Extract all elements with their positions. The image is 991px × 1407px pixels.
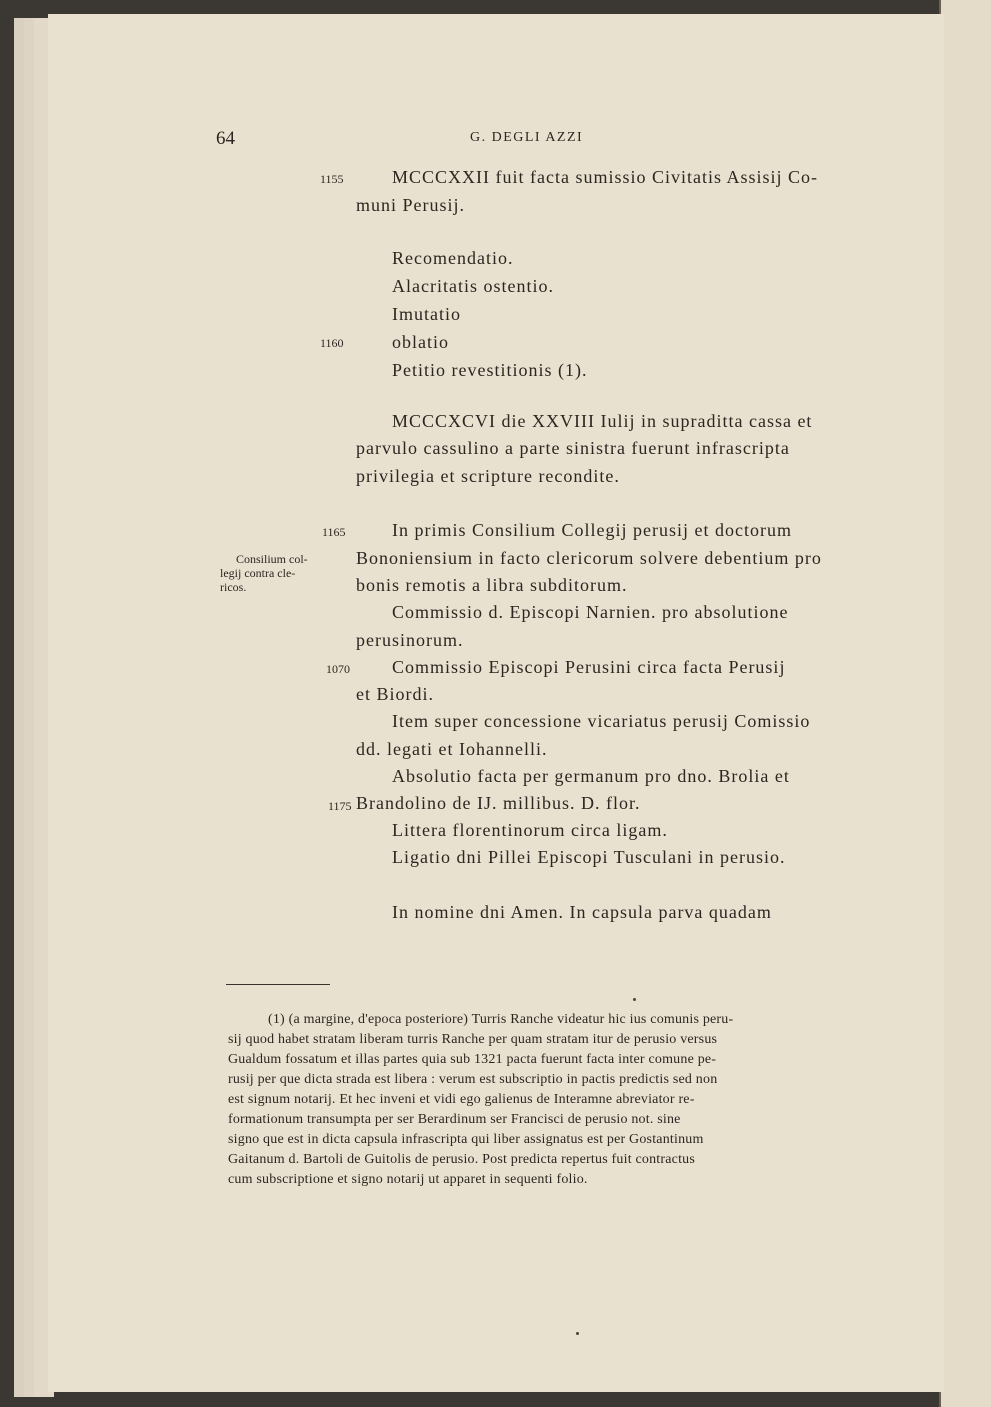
text-line: MCCCXCVI die XXVIII Iulij in supraditta cassa et <box>392 411 813 431</box>
facing-page-edge <box>939 0 991 1407</box>
margin-note-line: Consilium col- <box>236 552 308 566</box>
text-line: dd. legati et Iohannelli. <box>356 739 548 759</box>
footnote-rule <box>226 984 330 985</box>
text-line: perusinorum. <box>356 630 464 650</box>
footnote-line: est signum notarij. Et hec inveni et vidi ego galienus de Interamne abreviator re- <box>228 1092 695 1107</box>
text-line: et Biordi. <box>356 684 434 704</box>
text-line: Ligatio dni Pillei Episcopi Tusculani in perusio. <box>392 847 786 867</box>
text-line: Commissio d. Episcopi Narnien. pro absolutione <box>392 602 789 622</box>
margin-note-line: ricos. <box>220 580 247 594</box>
running-title: G. DEGLI AZZI <box>470 130 584 145</box>
footnote-line: (1) (a margine, d'epoca posteriore) Turris Ranche videatur hic ius comunis peru- <box>268 1012 734 1027</box>
text-line: Bononiensium in facto clericorum solvere debentium pro <box>356 548 822 568</box>
text-line: privilegia et scripture recondite. <box>356 466 620 486</box>
text-line: bonis remotis a libra subditorum. <box>356 575 628 595</box>
footnote-line: signo que est in dicta capsula infrascripta qui liber assignatus est per Gostantinum <box>228 1132 704 1147</box>
text-line: MCCCXXII fuit facta sumissio Civitatis Assisij Co- <box>392 167 819 187</box>
text-line: Imutatio <box>392 304 461 324</box>
line-number: 1175 <box>328 799 352 813</box>
text-line: oblatio <box>392 332 449 352</box>
text-line: In primis Consilium Collegij perusij et doctorum <box>392 520 792 540</box>
text-line: Item super concessione vicariatus perusij Comissio <box>392 711 811 731</box>
ink-spot <box>633 998 636 1001</box>
text-line: Commissio Episcopi Perusini circa facta Perusij <box>392 657 786 677</box>
text-line: In nomine dni Amen. In capsula parva quadam <box>392 902 772 922</box>
line-number: 1155 <box>320 172 344 186</box>
ink-spot <box>576 1332 579 1335</box>
text-line: Absolutio facta per germanum pro dno. Brolia et <box>392 766 790 786</box>
text-line: Alacritatis ostentio. <box>392 276 554 296</box>
margin-note-line: legij contra cle- <box>220 566 296 580</box>
text-line: Recomendatio. <box>392 248 514 268</box>
text-line: Petitio revestitionis (1). <box>392 360 588 380</box>
footnote-line: Gaitanum d. Bartoli de Guitolis de perusio. Post predicta repertus fuit contractus <box>228 1152 696 1167</box>
footnote-line: rusij per que dicta strada est libera : verum est subscriptio in pactis predictis sed non <box>228 1072 718 1087</box>
text-line: muni Perusij. <box>356 195 466 215</box>
page-number: 64 <box>216 128 235 149</box>
footnote-line: sij quod habet stratam liberam turris Ranche per quam stratam itur de perusio versus <box>228 1032 718 1047</box>
text-line: Littera florentinorum circa ligam. <box>392 820 668 840</box>
book-page <box>48 14 944 1392</box>
footnote-line: cum subscriptione et signo notarij ut apparet in sequenti folio. <box>228 1172 588 1187</box>
line-number: 1165 <box>322 525 346 539</box>
line-number: 1160 <box>320 336 344 350</box>
footnote-line: Gualdum fossatum et illas partes quia sub 1321 pacta fuerunt facta inter comune pe- <box>228 1052 717 1067</box>
text-line: Brandolino de IJ. millibus. D. flor. <box>356 793 641 813</box>
text-line: parvulo cassulino a parte sinistra fuerunt infrascripta <box>356 438 790 458</box>
line-number: 1070 <box>326 662 350 676</box>
footnote-line: formationum transumpta per ser Berardinum ser Francisci de perusio not. sine <box>228 1112 681 1127</box>
